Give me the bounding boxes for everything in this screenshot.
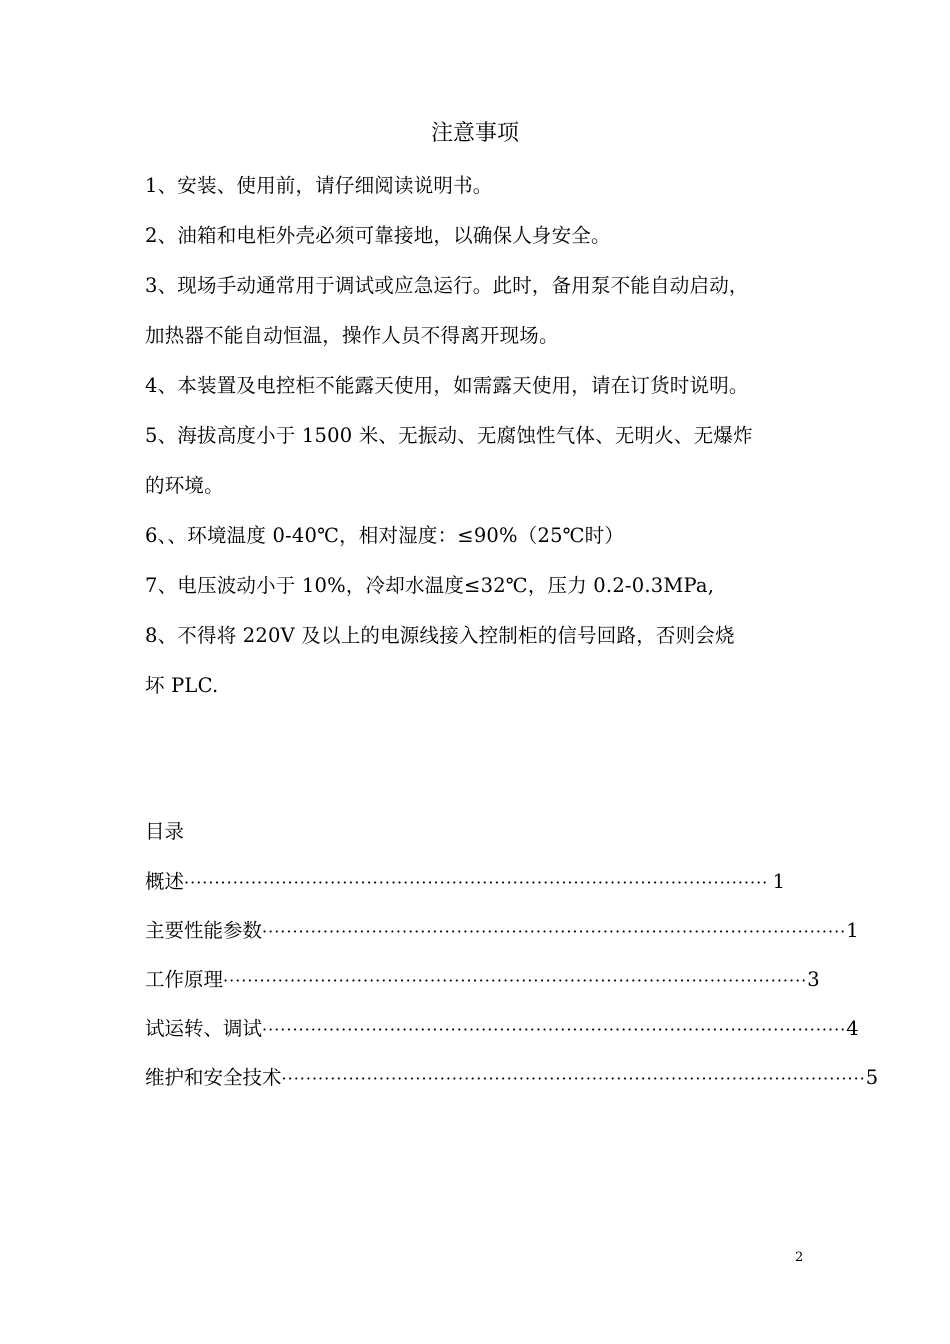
- toc-entry[interactable]: [145, 964, 820, 996]
- notice-line-3: 3、现场手动通常用于调试或应急运行。此时，备用泵不能自动启动，: [145, 274, 749, 297]
- page-number: 2: [795, 1250, 804, 1265]
- toc-entry[interactable]: [145, 915, 859, 947]
- notice-line-6: 6、、环境温度 0-40℃，相对湿度：≤90%（25℃时）: [145, 524, 625, 547]
- notice-line-4: 4、本装置及电控柜不能露天使用，如需露天使用，请在订货时说明。: [145, 374, 749, 397]
- toc-entry-label: 维护和安全技术: [145, 1066, 282, 1089]
- notice-line-3-cont: 加热器不能自动恒温，操作人员不得离开现场。: [145, 324, 559, 347]
- toc-entry-label: 概述: [145, 870, 185, 893]
- toc-dot-leader: ································································································: [262, 922, 847, 941]
- notice-list: [145, 170, 815, 720]
- toc-dot-leader: ································································································: [262, 1020, 847, 1039]
- toc-entry-page: 5: [865, 1066, 879, 1089]
- notice-line-5: 5、海拔高度小于 1500 米、无振动、无腐蚀性气体、无明火、无爆炸: [145, 424, 753, 447]
- toc-entry-label: 工作原理: [145, 968, 224, 991]
- toc-entry[interactable]: [145, 866, 785, 898]
- toc-entry-page: 1: [846, 919, 859, 942]
- notice-title: 注意事项: [430, 121, 519, 146]
- notice-line-8: 8、不得将 220V 及以上的电源线接入控制柜的信号回路，否则会烧: [145, 624, 735, 647]
- toc-entry-label: 试运转、调试: [145, 1017, 263, 1040]
- toc-entry[interactable]: [145, 1013, 859, 1045]
- notice-line-7: 7、电压波动小于 10%，冷却水温度≤32℃，压力 0.2-0.3MPa,: [145, 574, 715, 597]
- notice-line-8-cont: 坏 PLC.: [145, 674, 219, 697]
- toc-entry-page: 3: [807, 968, 820, 991]
- toc-entry-page: 1: [772, 870, 785, 893]
- toc-entry[interactable]: [145, 1062, 879, 1094]
- toc-dot-leader: ································································································: [281, 1069, 866, 1088]
- table-of-contents: [145, 866, 879, 1111]
- toc-entry-label: 主要性能参数: [145, 919, 263, 942]
- notice-line-1: 1、安装、使用前，请仔细阅读说明书。: [145, 174, 493, 197]
- toc-heading: 目录: [145, 820, 185, 843]
- toc-dot-leader: ································································································: [184, 873, 769, 892]
- toc-dot-leader: ································································································: [223, 971, 808, 990]
- notice-line-2: 2、油箱和电柜外壳必须可靠接地，以确保人身安全。: [145, 224, 611, 247]
- notice-line-5-cont: 的环境。: [145, 474, 224, 497]
- toc-entry-page: 4: [846, 1017, 859, 1040]
